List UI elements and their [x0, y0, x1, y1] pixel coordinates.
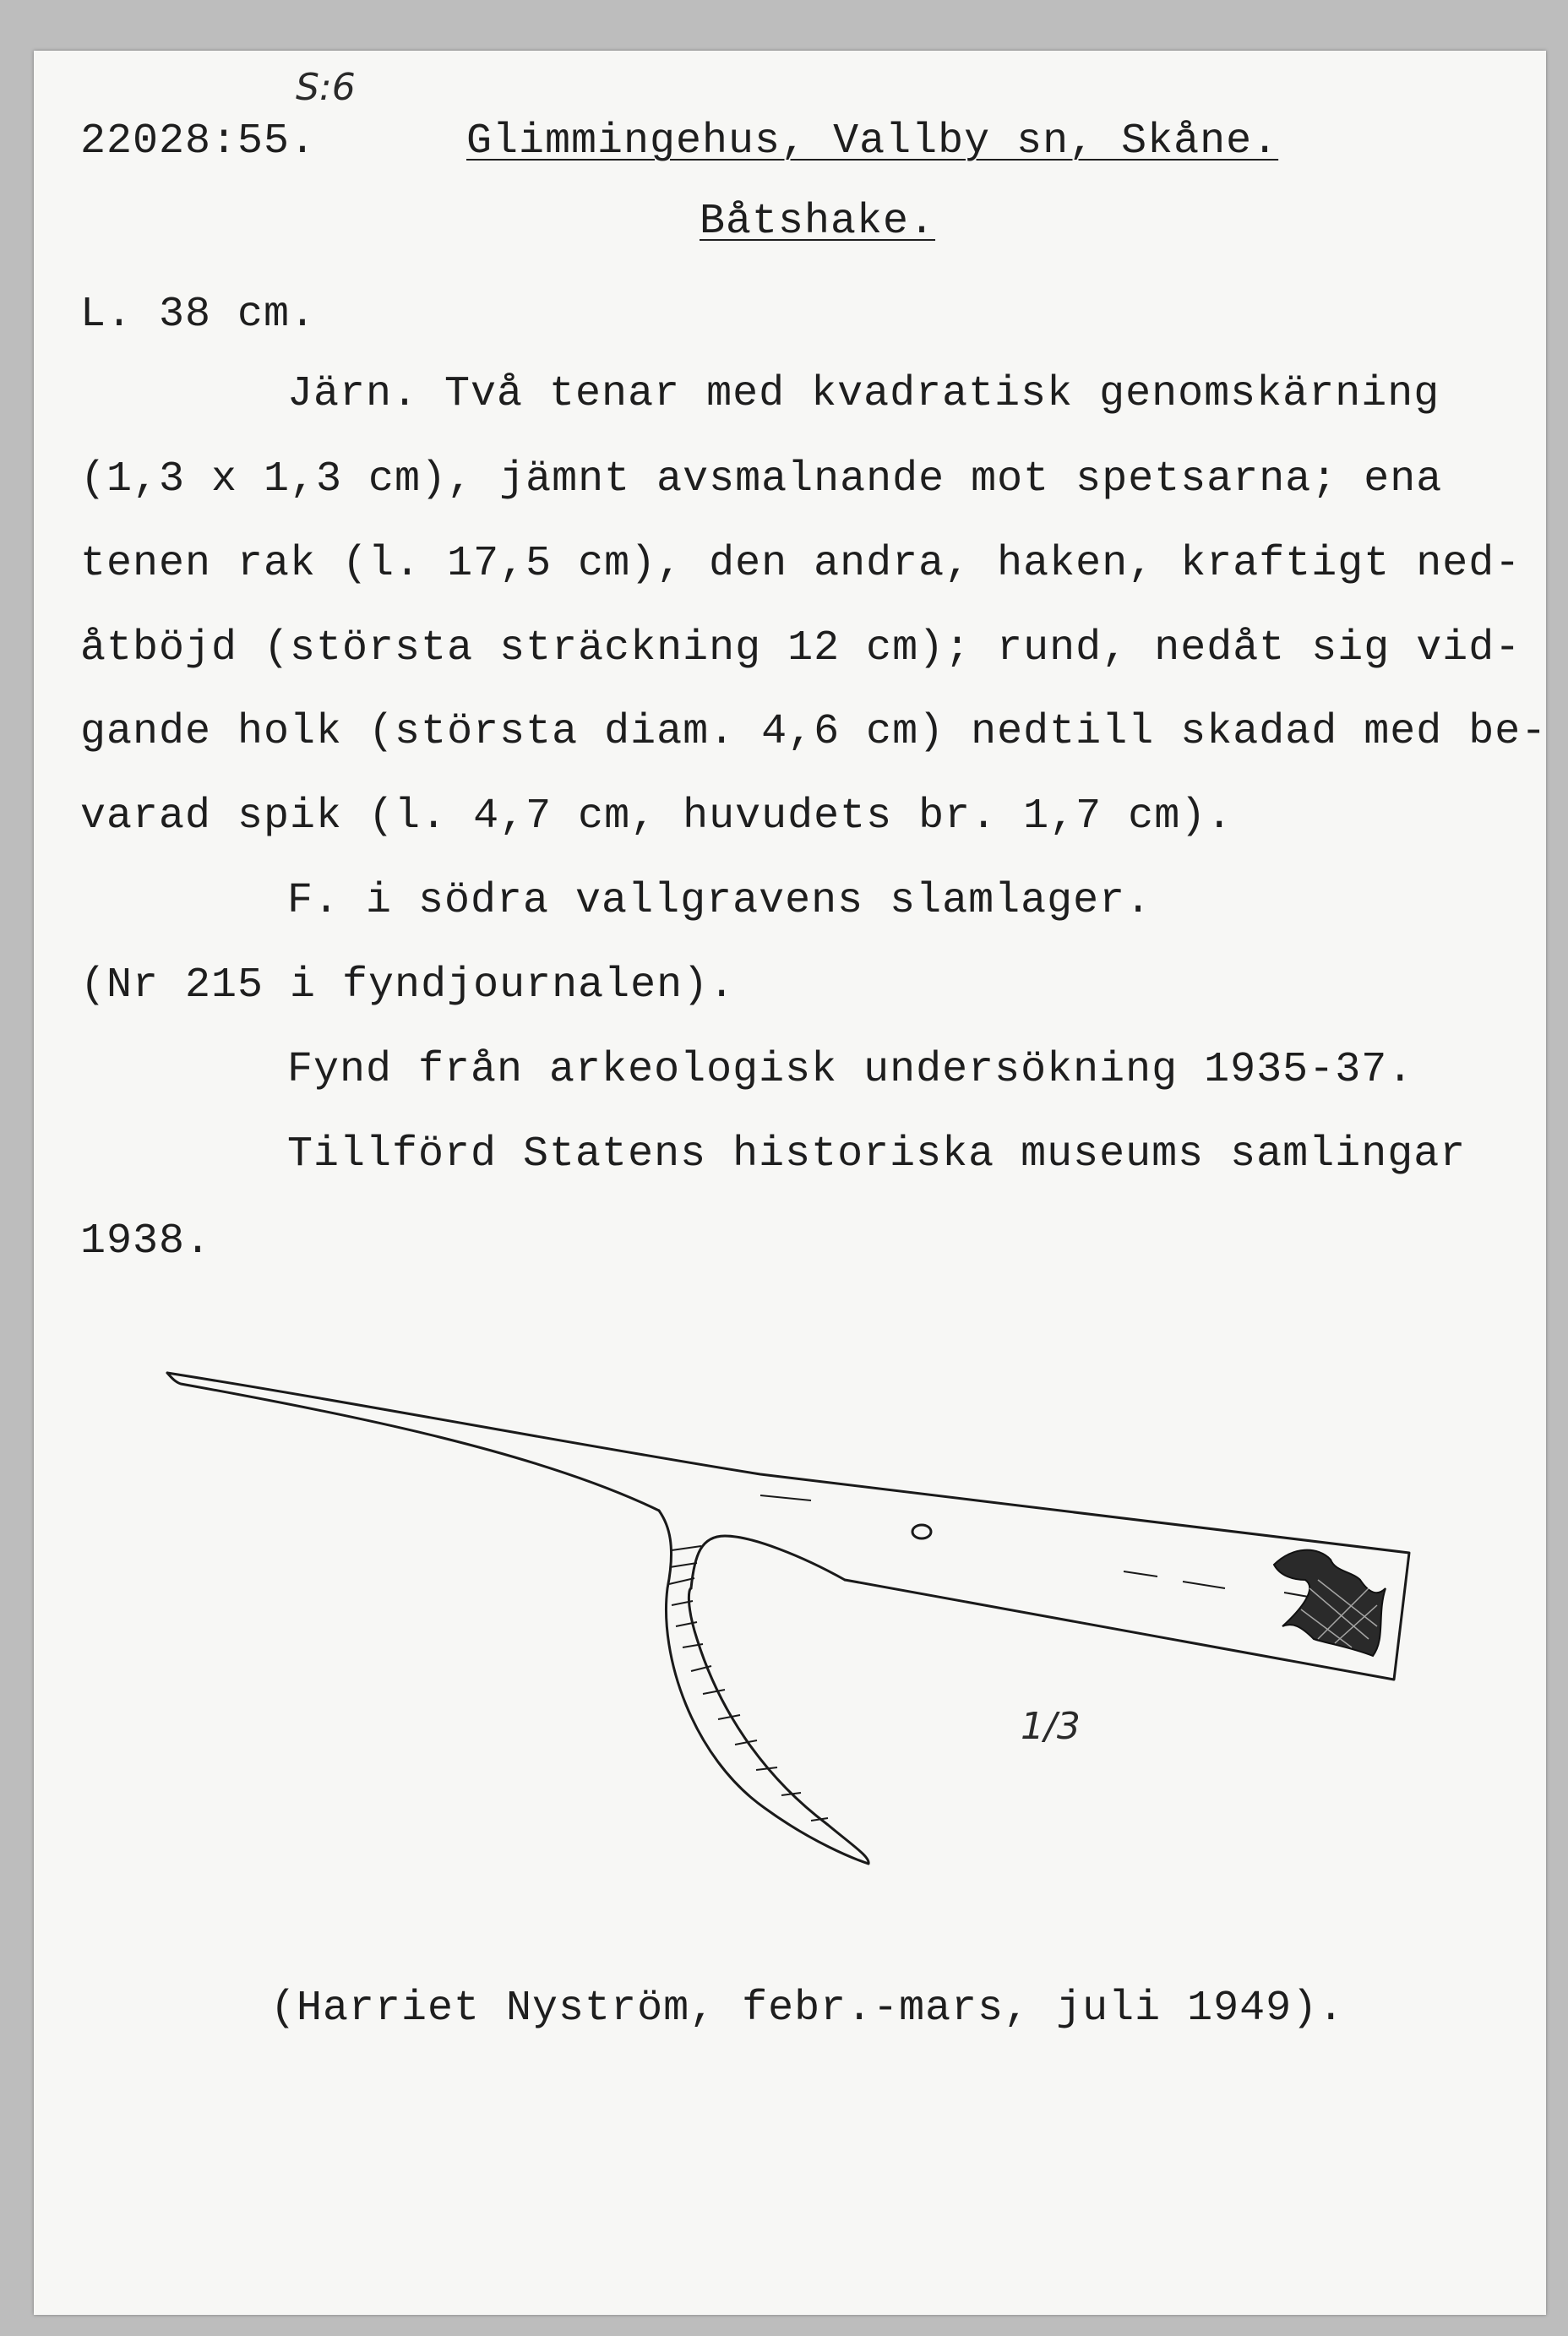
description-line-5: gande holk (största diam. 4,6 cm) nedtill skadad med be- — [80, 708, 1548, 756]
description-line-6: varad spik (l. 4,7 cm, huvudets br. 1,7 cm). — [80, 792, 1233, 841]
acquisition-line: Tillförd Statens historiska museums samlingar — [287, 1130, 1467, 1179]
find-journal: (Nr 215 i fyndjournalen). — [80, 961, 736, 1010]
object-length: L. 38 cm. — [80, 291, 317, 339]
catalog-number: 22028:55. — [80, 117, 317, 166]
handwritten-code: S:6 — [296, 66, 356, 109]
find-place: F. i södra vallgravens slamlager. — [287, 877, 1152, 925]
description-line-2: (1,3 x 1,3 cm), jämnt avsmalnande mot spetsarna; ena — [80, 455, 1443, 504]
scale-ratio: 1/3 — [1021, 1705, 1081, 1748]
nail-hole — [912, 1525, 931, 1538]
description-line-1: Järn. Två tenar med kvadratisk genomskärning — [287, 370, 1440, 418]
description-line-3: tenen rak (l. 17,5 cm), den andra, haken, kraftigt ned- — [80, 540, 1522, 588]
socket-lower-edge — [691, 1536, 845, 1588]
description-line-4: åtböjd (största sträckning 12 cm); rund, nedåt sig vid- — [80, 624, 1522, 672]
excavation-note: Fynd från arkeologisk undersökning 1935-37. — [287, 1046, 1414, 1094]
location-title: Glimmingehus, Vallby sn, Skåne. — [466, 117, 1279, 166]
damaged-area — [1274, 1550, 1386, 1656]
hook-outline-upper — [167, 1373, 1409, 1680]
author-credit: (Harriet Nyström, febr.-mars, juli 1949). — [270, 1985, 1345, 2033]
straight-tine-lower — [167, 1373, 659, 1511]
object-name: Båtshake. — [700, 198, 936, 246]
acquisition-year: 1938. — [80, 1217, 212, 1266]
